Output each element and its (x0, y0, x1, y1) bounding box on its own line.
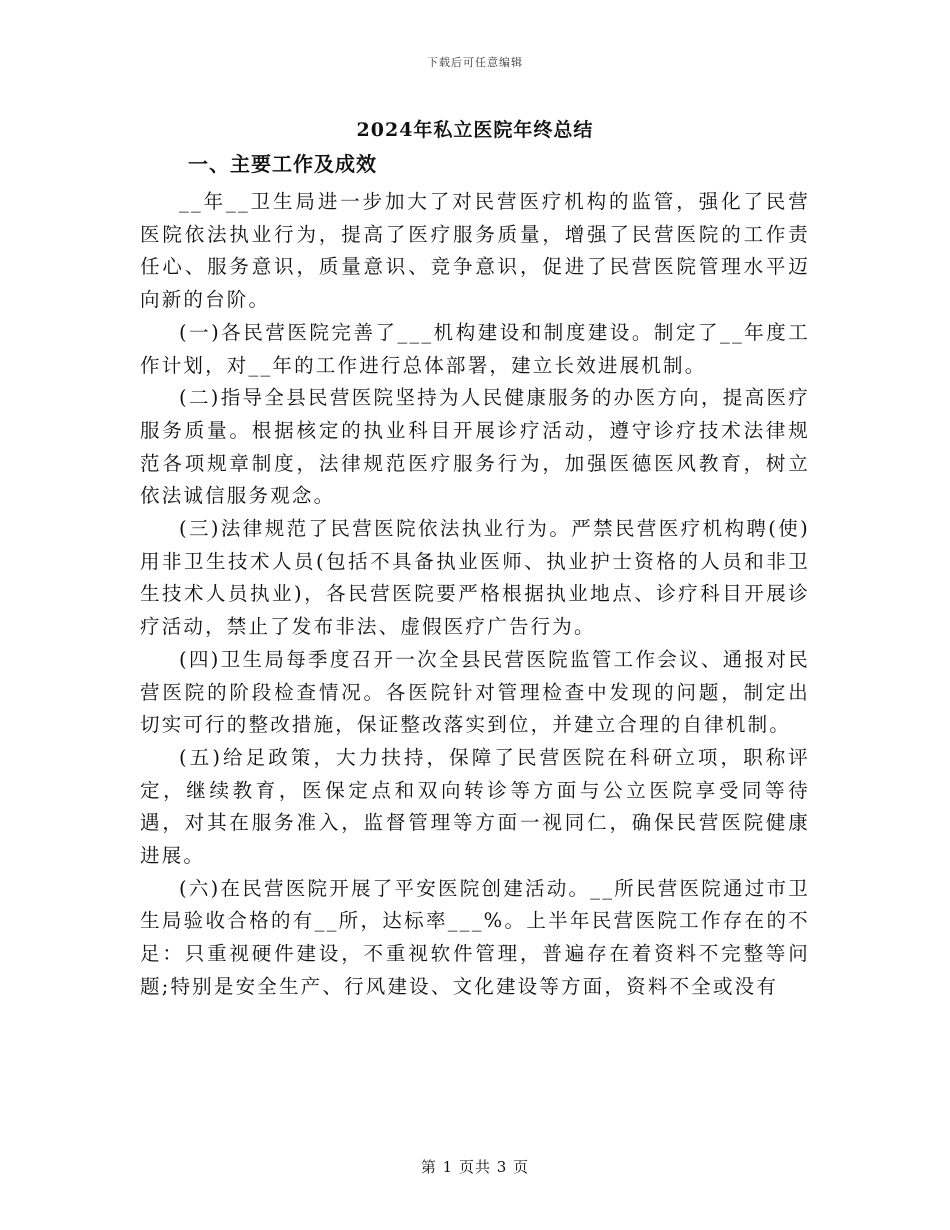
page-number-footer: 第 1 页共 3 页 (420, 1158, 530, 1176)
section-heading: 一、主要工作及成效 (188, 152, 377, 176)
document-body (140, 186, 810, 1004)
body-paragraph: (二)指导全县民营医院坚持为人民健康服务的办医方向，提高医疗服务质量。根据核定的执业科目开展诊疗活动，遵守诊疗技术法律规范各项规章制度，法律规范医疗服务行为，加强医德医风教育，树立依法诚信服务观念。 (140, 386, 810, 508)
body-paragraph: (三)法律规范了民营医院依法执业行为。严禁民营医疗机构聘(使)用非卫生技术人员(包括不具备执业医师、执业护士资格的人员和非卫生技术人员执业)，各民营医院要严格根据执业地点、诊疗科目开展诊疗活动，禁止了发布非法、虚假医疗广告行为。 (140, 517, 810, 639)
header-note: 下载后可任意编辑 (427, 56, 523, 69)
body-paragraph: (四)卫生局每季度召开一次全县民营医院监管工作会议、通报对民营医院的阶段检查情况。各医院针对管理检查中发现的问题，制定出切实可行的整改措施，保证整改落实到位，并建立合理的自律机制。 (140, 647, 810, 737)
body-paragraph: __年__卫生局进一步加大了对民营医疗机构的监管，强化了民营医院依法执业行为，提高了医疗服务质量，增强了民营医院的工作责任心、服务意识，质量意识、竞争意识，促进了民营医院管理水平迈向新的台阶。 (140, 190, 810, 312)
body-paragraph: (一)各民营医院完善了___机构建设和制度建设。制定了__年度工作计划，对__年的工作进行总体部署，建立长效进展机制。 (140, 320, 810, 377)
body-paragraph: (六)在民营医院开展了平安医院创建活动。__所民营医院通过市卫生局验收合格的有__所，达标率___%。上半年民营医院工作存在的不足：只重视硬件建设，不重视软件管理，普遍存在着资料不完整等问题;特别是安全生产、行风建设、文化建设等方面，资料不全或没有 (140, 876, 810, 998)
document-title: 2024年私立医院年终总结 (356, 119, 594, 141)
body-paragraph: (五)给足政策，大力扶持，保障了民营医院在科研立项，职称评定，继续教育，医保定点和双向转诊等方面与公立医院享受同等待遇，对其在服务准入，监督管理等方面一视同仁，确保民营医院健康进展。 (140, 745, 810, 868)
